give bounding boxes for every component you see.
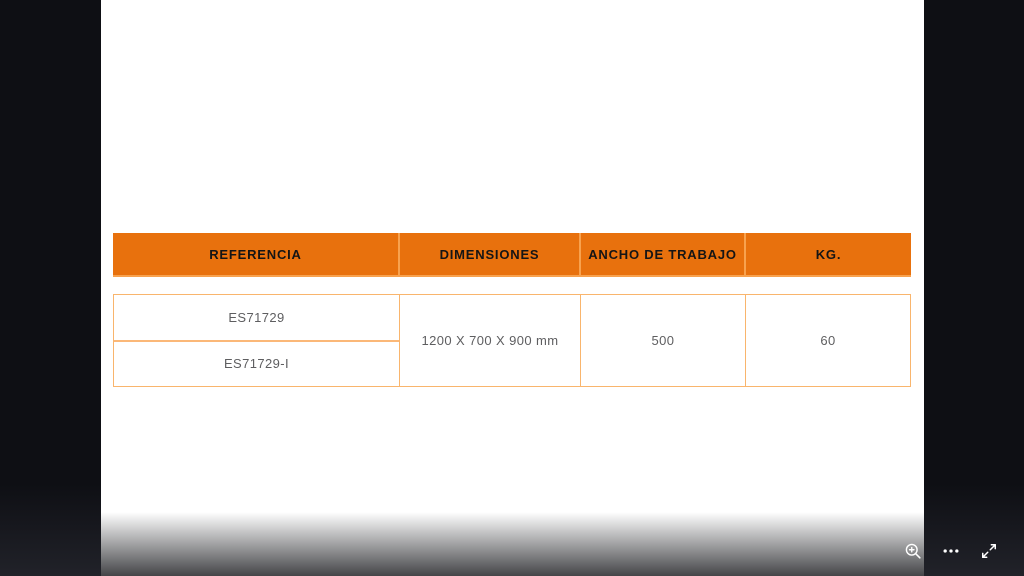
product-table [113,233,911,387]
working-width-cell [581,295,746,386]
page-bottom-shadow [101,512,924,576]
ellipsis-icon [941,541,961,561]
viewer-controls [902,540,1000,562]
dimensions-cell [400,295,581,386]
document-page [101,0,924,576]
header-cell-referencia: REFERENCIA [113,233,400,275]
table-row [114,342,399,387]
table-body [113,294,911,387]
reference-value: ES71729 [228,309,285,325]
expand-arrows-icon [979,541,999,561]
header-cell-dimensiones: DIMENSIONES [400,233,581,275]
zoom-in-button[interactable] [902,540,924,562]
working-width-value: 500 [651,333,675,348]
table-row [114,295,399,342]
weight-cell [746,295,910,386]
reference-column [114,295,400,386]
header-cell-ancho-de-trabajo: ANCHO DE TRABAJO [581,233,746,275]
weight-value: 60 [820,333,836,348]
header-cell-kg: KG. [815,246,842,262]
table-header-row [113,233,911,277]
magnifier-plus-icon [903,541,923,561]
dimensions-value: 1200 X 700 X 900 mm [421,333,559,348]
reference-value: ES71729-I [223,356,290,372]
more-options-button[interactable] [940,540,962,562]
fullscreen-button[interactable] [978,540,1000,562]
